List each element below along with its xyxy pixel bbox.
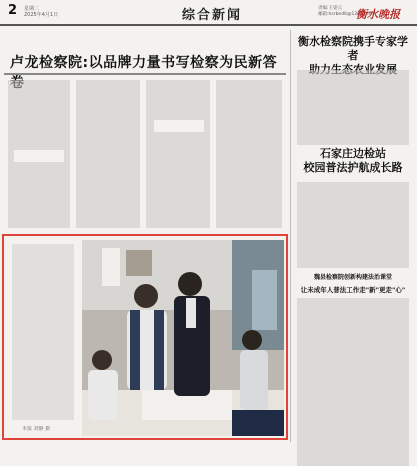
main-article — [4, 30, 286, 230]
subhead-box-1 — [14, 150, 64, 162]
right-headline-3-main: 让未成年人普法工作走"新"更走"心" — [300, 286, 406, 294]
right-headline-3-kicker: 魏县检察院创新构建法治课堂 — [313, 274, 392, 281]
issue-date — [24, 6, 58, 18]
caption-text — [12, 244, 74, 420]
classroom-photo — [82, 240, 284, 436]
right-headline-2-line-1: 石家庄边检站 — [320, 147, 386, 160]
photo-credit: 本报 刘静 摄 — [22, 426, 51, 432]
section-title: 综合新闻 — [182, 8, 243, 23]
right-headline-3 — [293, 273, 413, 295]
right-body-3 — [297, 298, 409, 466]
right-headline-2-line-2: 校园普法护航成长路 — [303, 161, 403, 174]
subhead-box-2 — [154, 120, 204, 132]
classroom-photo-image — [82, 240, 284, 436]
weekday: 星期二 — [24, 6, 40, 12]
body-column-3 — [146, 80, 210, 228]
right-body-2 — [297, 182, 409, 268]
editor: 责编:王姿云 — [318, 6, 343, 11]
body-column-4 — [216, 80, 282, 228]
right-body-1 — [297, 70, 409, 145]
photo-caption-box — [8, 240, 78, 436]
body-column-2 — [76, 80, 140, 228]
date: 2025年4月1日 — [24, 12, 59, 18]
headline-rule — [4, 73, 286, 75]
right-column — [290, 30, 415, 442]
main-headline: 卢龙检察院:以品牌力量书写检察为民新答 — [10, 55, 278, 71]
masthead-rule — [0, 24, 417, 26]
right-headline-1-line-1: 衡水检察院携手专家学者 — [298, 35, 408, 62]
email: 邮箱:hsrbedit@126.com — [318, 12, 372, 17]
page-number: 2 — [8, 3, 18, 18]
newspaper-logo: 衡水晚报 — [356, 8, 400, 21]
highlight-frame — [2, 234, 288, 440]
right-headline-2 — [293, 147, 413, 175]
